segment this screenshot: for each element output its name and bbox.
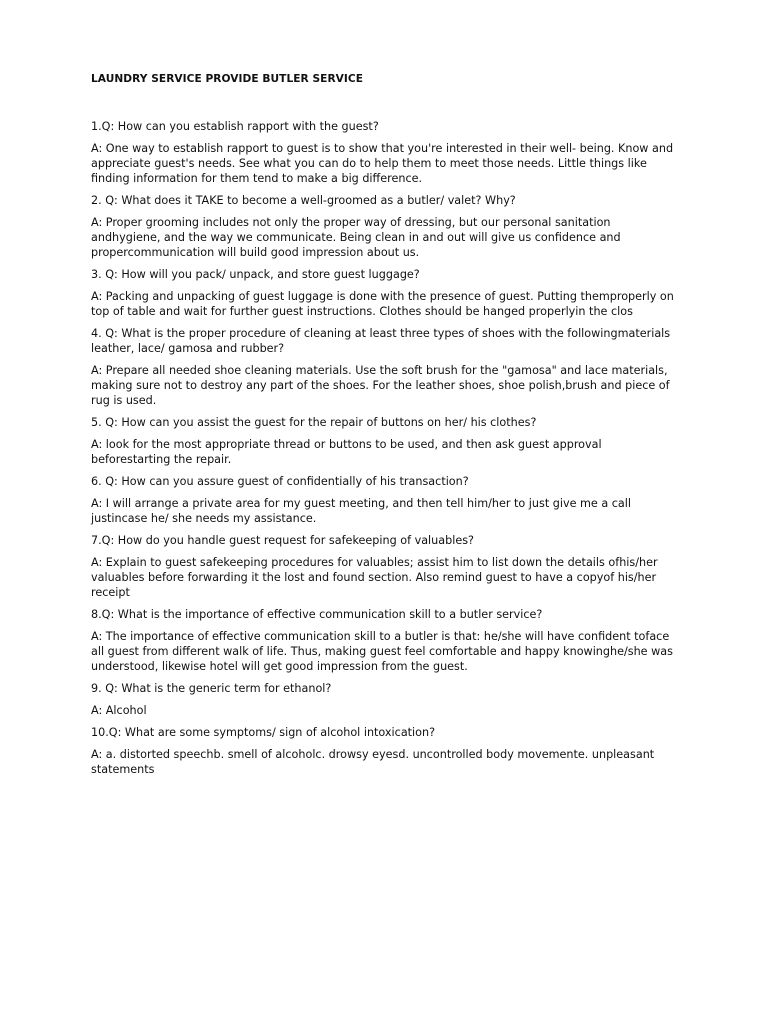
qa-item-9 [91,681,681,718]
qa-item-2 [91,193,681,260]
answer-text: A: One way to establish rapport to guest is to show that you're interested in their well- being. Know and appreciate guest's needs. See what you can do to help them to meet those needs. Little things like finding information for them tend to make a big difference. [91,142,674,185]
qa-item-3 [91,267,681,319]
question-text: 6. Q: How can you assure guest of confidentially of his transaction? [91,475,469,488]
document-title: LAUNDRY SERVICE PROVIDE BUTLER SERVICE [91,73,363,85]
answer-text: A: I will arrange a private area for my guest meeting, and then tell him/her to just give me a call justincase he/ she needs my assistance. [91,497,632,525]
document-content [91,72,681,784]
qa-item-7 [91,533,681,600]
question-text: 7.Q: How do you handle guest request for safekeeping of valuables? [91,534,474,547]
qa-item-1 [91,119,681,186]
answer-text: A: look for the most appropriate thread or buttons to be used, and then ask guest approval beforestarting the repair. [91,438,602,466]
answer-text: A: Packing and unpacking of guest luggage is done with the presence of guest. Putting themproperly on top of table and wait for further guest instructions. Clothes should be hanged properlyin the clos [91,290,674,318]
answer-text: A: Proper grooming includes not only the proper way of dressing, but our personal sanitation andhygiene, and the way we communicate. Being clean in and out will give us confidence and propercommunication will build good impression about us. [91,216,621,259]
question-text: 8.Q: What is the importance of effective communication skill to a butler service? [91,608,543,621]
answer-text: A: The importance of effective communication skill to a butler is that: he/she will have confident toface all guest from different walk of life. Thus, making guest feel comfortable and happy knowinghe/she was understood, likewise hotel will get good impression from the guest. [91,630,673,673]
question-text: 4. Q: What is the proper procedure of cleaning at least three types of shoes with the followingmaterials leather, lace/ gamosa and rubber? [91,327,671,355]
answer-text: A: Alcohol [91,704,147,717]
answer-text: A: a. distorted speechb. smell of alcoholc. drowsy eyesd. uncontrolled body movemente. unpleasant statements [91,748,655,776]
qa-item-5 [91,415,681,467]
question-text: 10.Q: What are some symptoms/ sign of alcohol intoxication? [91,726,436,739]
question-text: 2. Q: What does it TAKE to become a well-groomed as a butler/ valet? Why? [91,194,516,207]
answer-text: A: Prepare all needed shoe cleaning materials. Use the soft brush for the "gamosa" and lace materials, making sure not to destroy any part of the shoes. For the leather shoes, shoe polish,brush and piece of rug is used. [91,364,670,407]
qa-item-8 [91,607,681,674]
qa-item-6 [91,474,681,526]
qa-item-4 [91,326,681,408]
question-text: 5. Q: How can you assist the guest for the repair of buttons on her/ his clothes? [91,416,537,429]
answer-text: A: Explain to guest safekeeping procedures for valuables; assist him to list down the details ofhis/her valuables before forwarding it the lost and found section. Also remind guest to have a copyof his/her receipt [91,556,658,599]
question-text: 9. Q: What is the generic term for ethanol? [91,682,332,695]
qa-item-10 [91,725,681,777]
question-text: 1.Q: How can you establish rapport with the guest? [91,120,379,133]
question-text: 3. Q: How will you pack/ unpack, and store guest luggage? [91,268,420,281]
